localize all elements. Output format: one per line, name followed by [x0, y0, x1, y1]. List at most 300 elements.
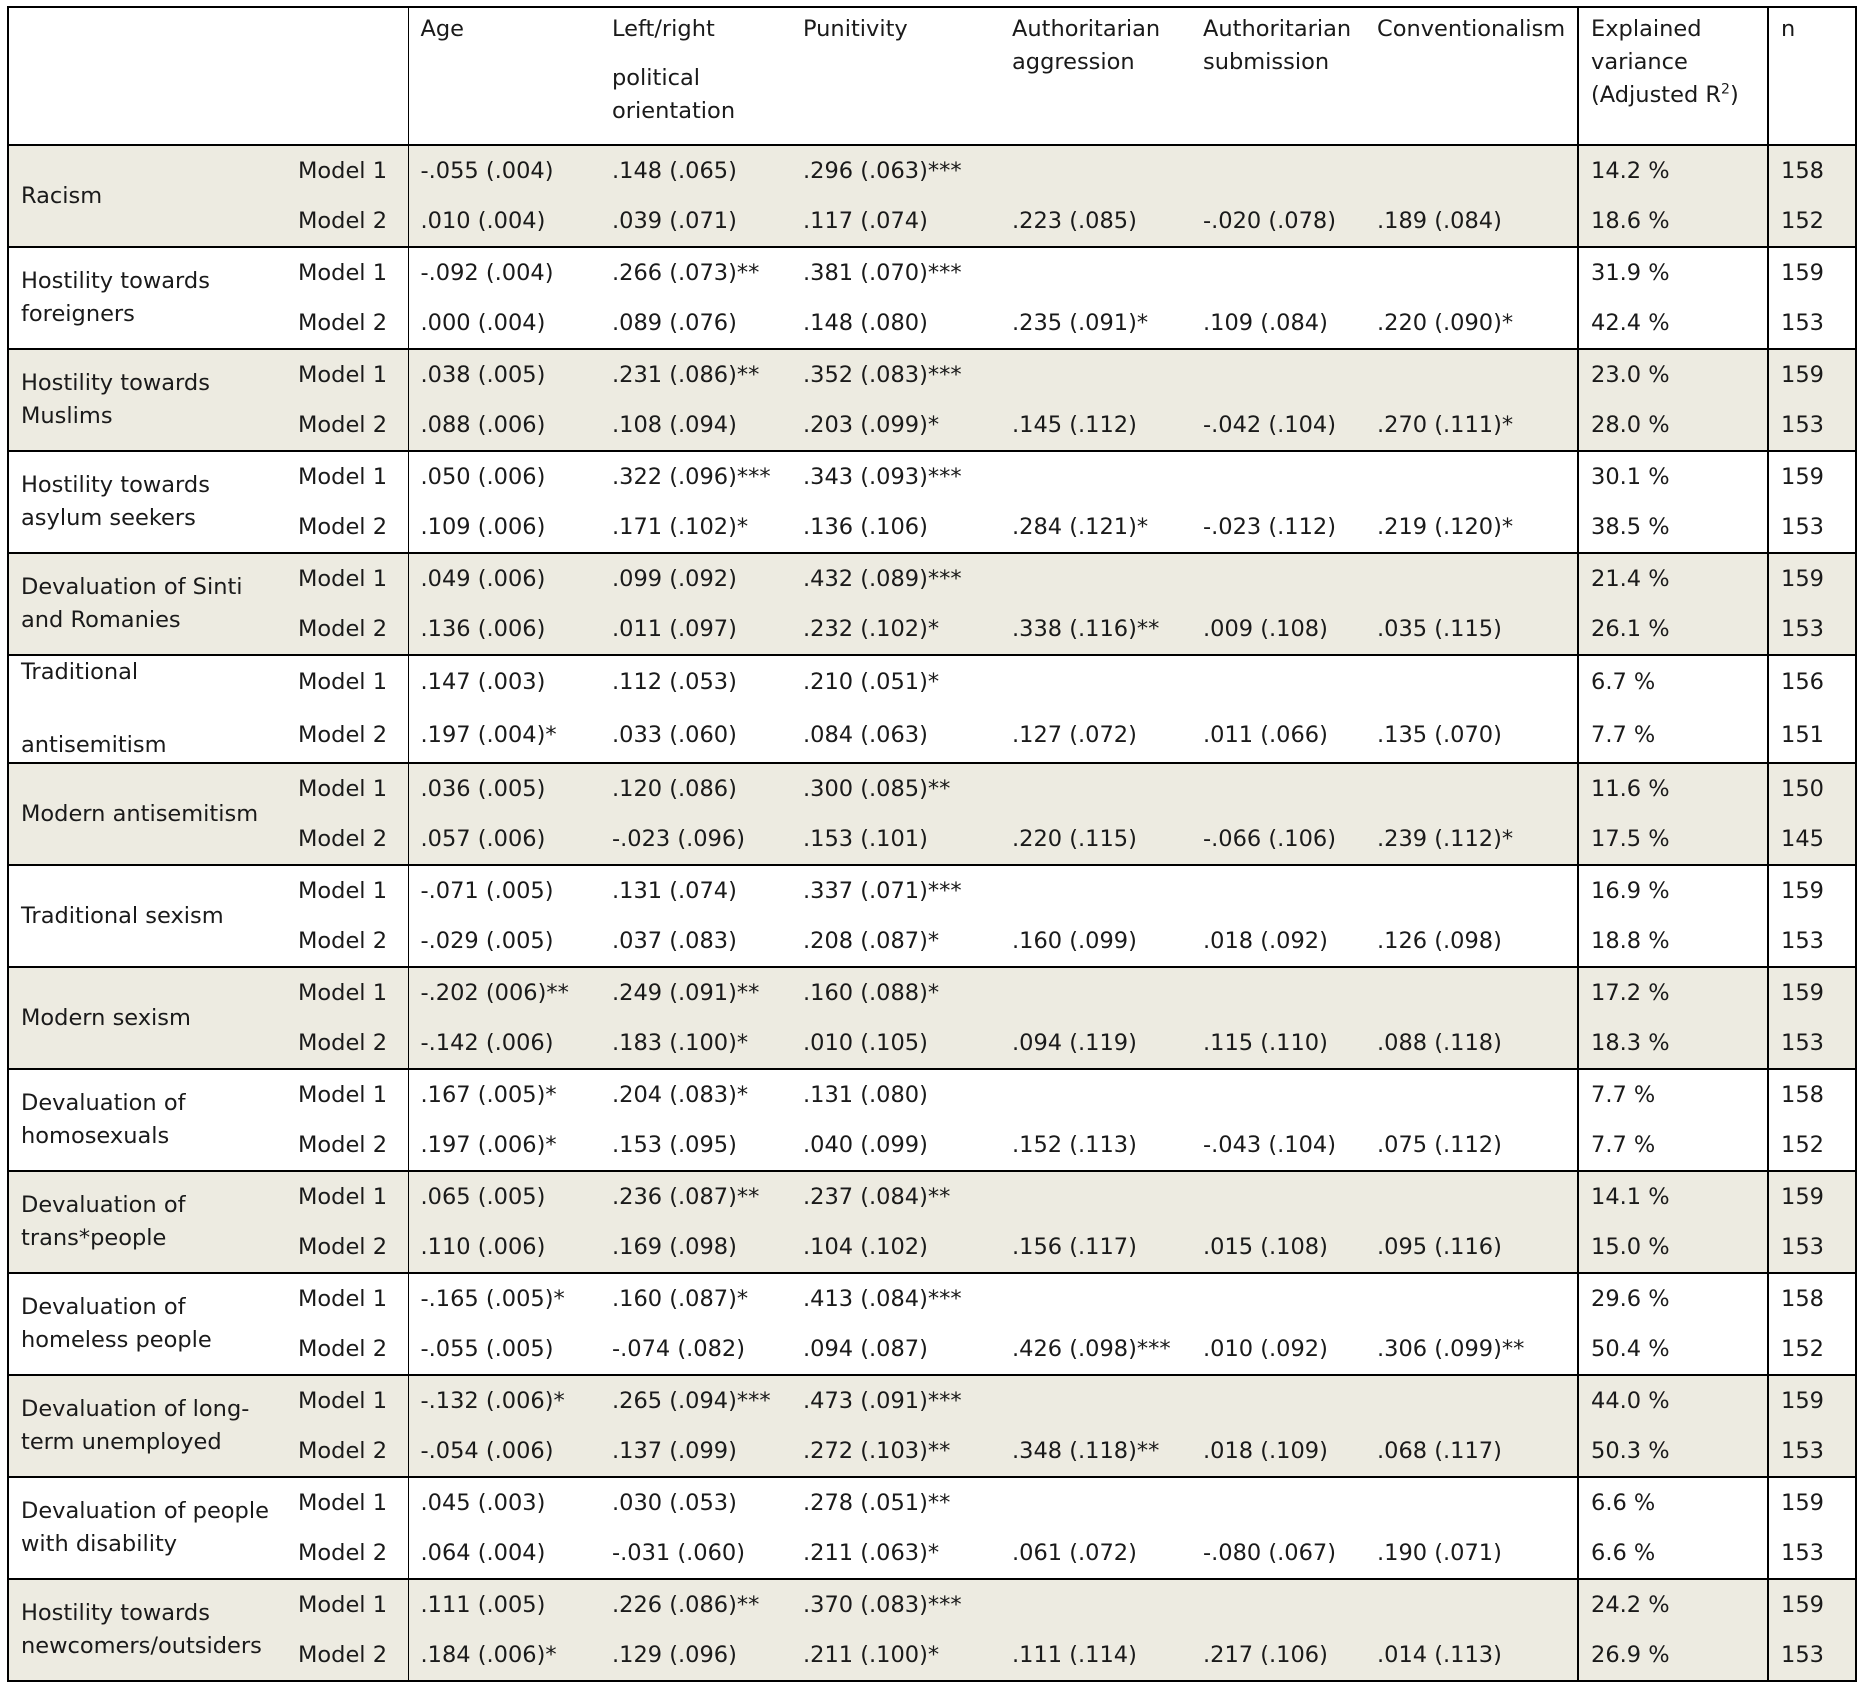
conventionalism-cell: .014 (.113) [1365, 1630, 1578, 1681]
outcome-name: Devaluation of Sinti and Romanies [8, 553, 286, 655]
left-right-cell: .108 (.094) [600, 400, 791, 451]
authoritarian-submission-cell [1191, 1273, 1365, 1324]
table-row [8, 916, 1856, 967]
n-cell: 159 [1768, 1375, 1856, 1426]
table-row [8, 1018, 1856, 1069]
table-row [8, 655, 1856, 709]
explained-variance-cell: 7.7 % [1578, 709, 1768, 763]
outcome-name: Hostility towards foreigners [8, 247, 286, 349]
authoritarian-submission-cell [1191, 1069, 1365, 1120]
age-cell: -.055 (.004) [408, 145, 600, 196]
n-cell: 153 [1768, 1018, 1856, 1069]
header-age [408, 7, 600, 145]
age-cell: -.132 (.006)* [408, 1375, 600, 1426]
conventionalism-cell: .126 (.098) [1365, 916, 1578, 967]
model-label: Model 1 [286, 553, 408, 604]
punitivity-cell: .237 (.084)** [791, 1171, 1000, 1222]
left-right-cell: .169 (.098) [600, 1222, 791, 1273]
punitivity-cell: .300 (.085)** [791, 763, 1000, 814]
explained-variance-cell: 50.3 % [1578, 1426, 1768, 1477]
model-label: Model 1 [298, 669, 388, 696]
punitivity-cell: .160 (.088)* [791, 967, 1000, 1018]
punitivity-cell: .211 (.100)* [791, 1630, 1000, 1681]
n-cell: 159 [1768, 1171, 1856, 1222]
authoritarian-submission-cell [1191, 655, 1365, 709]
outcome-name: Modern antisemitism [8, 763, 286, 865]
model-label: Model 1 [286, 763, 408, 814]
authoritarian-aggression-cell: .220 (.115) [1000, 814, 1191, 865]
authoritarian-submission-cell: .217 (.106) [1191, 1630, 1365, 1681]
header-authoritarian-submission [1191, 7, 1365, 145]
authoritarian-aggression-cell: .348 (.118)** [1000, 1426, 1191, 1477]
conventionalism-cell [1365, 451, 1578, 502]
authoritarian-aggression-cell [1000, 1069, 1191, 1120]
n-cell: 159 [1768, 247, 1856, 298]
age-cell: .088 (.006) [408, 400, 600, 451]
left-right-cell: .153 (.095) [600, 1120, 791, 1171]
conventionalism-cell: .135 (.070) [1365, 709, 1578, 763]
conventionalism-cell: .219 (.120)* [1365, 502, 1578, 553]
age-cell: .136 (.006) [408, 604, 600, 655]
authoritarian-aggression-cell: .145 (.112) [1000, 400, 1191, 451]
punitivity-cell: .413 (.084)*** [803, 1285, 962, 1312]
conventionalism-cell [1365, 349, 1578, 400]
n-cell: 152 [1768, 1120, 1856, 1171]
punitivity-cell: .148 (.080) [791, 298, 1000, 349]
n-cell: 151 [1768, 709, 1856, 763]
age-cell: -.029 (.005) [408, 916, 600, 967]
header-n [1768, 7, 1856, 145]
conventionalism-cell [1365, 1579, 1578, 1630]
table-row [8, 1324, 1856, 1375]
punitivity-cell: .370 (.083)*** [791, 1579, 1000, 1630]
explained-variance-cell: 16.9 % [1578, 865, 1768, 916]
punitivity-cell: .381 (.070)*** [803, 259, 962, 286]
model-label: Model 1 [286, 1579, 408, 1630]
conventionalism-cell [1365, 865, 1578, 916]
table-row [8, 1477, 1856, 1528]
age-cell: .184 (.006)* [408, 1630, 600, 1681]
authoritarian-submission-cell: -.043 (.104) [1191, 1120, 1365, 1171]
model-label: Model 2 [286, 1630, 408, 1681]
authoritarian-aggression-cell: .426 (.098)*** [1000, 1324, 1191, 1375]
table-row [8, 1528, 1856, 1579]
outcome-name: Devaluation of homeless people [8, 1273, 286, 1375]
punitivity-cell: .211 (.063)* [791, 1528, 1000, 1579]
punitivity-cell: .208 (.087)* [791, 916, 1000, 967]
table-row [8, 145, 1856, 196]
left-right-cell: .171 (.102)* [600, 502, 791, 553]
left-right-cell: .265 (.094)*** [600, 1375, 791, 1426]
table-row [8, 349, 1856, 400]
authoritarian-submission-cell: .009 (.108) [1191, 604, 1365, 655]
left-right-cell: .204 (.083)* [612, 1081, 749, 1108]
left-right-cell: .322 (.096)*** [612, 463, 771, 490]
model-label: Model 2 [286, 814, 408, 865]
authoritarian-submission-cell: -.066 (.106) [1191, 814, 1365, 865]
authoritarian-submission-cell [1191, 763, 1365, 814]
outcome-name: Traditional sexism [8, 865, 286, 967]
n-cell: 159 [1768, 967, 1856, 1018]
punitivity-cell: .117 (.074) [791, 196, 1000, 247]
outcome-name: Hostility towards Muslims [8, 349, 286, 451]
punitivity-cell: .104 (.102) [791, 1222, 1000, 1273]
explained-variance-cell: 6.6 % [1578, 1528, 1768, 1579]
conventionalism-cell: .270 (.111)* [1365, 400, 1578, 451]
conventionalism-cell: .068 (.117) [1365, 1426, 1578, 1477]
left-right-cell: .137 (.099) [600, 1426, 791, 1477]
conventionalism-cell [1365, 553, 1578, 604]
age-cell: -.055 (.005) [408, 1324, 600, 1375]
n-cell: 158 [1768, 145, 1856, 196]
authoritarian-aggression-cell: .094 (.119) [1000, 1018, 1191, 1069]
header-empty-model [286, 7, 408, 145]
punitivity-cell: .272 (.103)** [791, 1426, 1000, 1477]
age-cell: .036 (.005) [408, 763, 600, 814]
age-cell: .109 (.006) [408, 502, 600, 553]
authoritarian-submission-cell: -.042 (.104) [1191, 400, 1365, 451]
outcome-name: Devaluation of homosexuals [8, 1069, 286, 1171]
conventionalism-cell [1365, 1375, 1578, 1426]
conventionalism-cell [1365, 247, 1578, 298]
explained-variance-cell: 17.5 % [1578, 814, 1768, 865]
header-authoritarian-aggression-text: Authoritarian aggression [1012, 16, 1161, 75]
authoritarian-aggression-cell [1000, 553, 1191, 604]
age-cell: .111 (.005) [408, 1579, 600, 1630]
explained-variance-cell: 26.1 % [1578, 604, 1768, 655]
model-label: Model 2 [286, 196, 408, 247]
header-left-right [600, 7, 791, 145]
age-cell: .010 (.004) [408, 196, 600, 247]
age-cell: .197 (.006)* [408, 1120, 600, 1171]
authoritarian-submission-cell: .011 (.066) [1191, 709, 1365, 763]
table-row [8, 1120, 1856, 1171]
n-cell: 159 [1768, 865, 1856, 916]
n-cell: 153 [1768, 604, 1856, 655]
header-explained-variance-sup: 2 [1721, 81, 1730, 98]
model-label: Model 2 [286, 1120, 408, 1171]
outcome-name: Devaluation of long-term unemployed [8, 1375, 286, 1477]
n-cell: 153 [1768, 1222, 1856, 1273]
authoritarian-submission-cell: .015 (.108) [1191, 1222, 1365, 1273]
table-body [8, 145, 1856, 1681]
authoritarian-submission-cell: -.020 (.078) [1191, 196, 1365, 247]
model-label: Model 1 [298, 463, 388, 490]
authoritarian-submission-cell: -.080 (.067) [1191, 1528, 1365, 1579]
model-label: Model 1 [298, 1489, 388, 1516]
model-label: Model 1 [298, 1285, 388, 1312]
model-label: Model 2 [286, 1018, 408, 1069]
explained-variance-cell: 28.0 % [1578, 400, 1768, 451]
explained-variance-cell: 18.6 % [1578, 196, 1768, 247]
explained-variance-cell: 23.0 % [1578, 349, 1768, 400]
left-right-cell: .226 (.086)** [600, 1579, 791, 1630]
punitivity-cell: .210 (.051)* [803, 669, 940, 696]
conventionalism-cell [1365, 967, 1578, 1018]
n-cell: 159 [1768, 1579, 1856, 1630]
model-label: Model 2 [286, 400, 408, 451]
model-label: Model 1 [286, 1375, 408, 1426]
header-conventionalism [1365, 7, 1578, 145]
explained-variance-cell: 42.4 % [1578, 298, 1768, 349]
table-row [8, 1069, 1856, 1120]
authoritarian-aggression-cell: .338 (.116)** [1000, 604, 1191, 655]
authoritarian-aggression-cell: .223 (.085) [1000, 196, 1191, 247]
age-cell: -.142 (.006) [408, 1018, 600, 1069]
conventionalism-cell: .190 (.071) [1365, 1528, 1578, 1579]
age-cell: .050 (.006) [408, 451, 600, 502]
authoritarian-aggression-cell [1000, 763, 1191, 814]
outcome-name-line2: antisemitism [21, 732, 167, 758]
explained-variance-cell: 14.1 % [1578, 1171, 1768, 1222]
punitivity-cell: .084 (.063) [791, 709, 1000, 763]
left-right-cell: .099 (.092) [600, 553, 791, 604]
conventionalism-cell [1365, 763, 1578, 814]
authoritarian-submission-cell [1191, 1477, 1365, 1528]
authoritarian-aggression-cell: .235 (.091)* [1000, 298, 1191, 349]
table-row [8, 196, 1856, 247]
authoritarian-aggression-cell: .284 (.121)* [1000, 502, 1191, 553]
model-label: Model 2 [286, 604, 408, 655]
conventionalism-cell [1365, 145, 1578, 196]
authoritarian-submission-cell [1191, 1375, 1365, 1426]
outcome-name: Modern sexism [8, 967, 286, 1069]
authoritarian-submission-cell [1191, 349, 1365, 400]
explained-variance-cell: 38.5 % [1578, 502, 1768, 553]
table-row [8, 709, 1856, 763]
left-right-cell: -.031 (.060) [600, 1528, 791, 1579]
explained-variance-cell: 6.6 % [1578, 1477, 1768, 1528]
authoritarian-submission-cell [1191, 865, 1365, 916]
age-cell: -.054 (.006) [408, 1426, 600, 1477]
authoritarian-aggression-cell: .156 (.117) [1000, 1222, 1191, 1273]
explained-variance-cell: 14.2 % [1578, 145, 1768, 196]
model-label: Model 1 [286, 967, 408, 1018]
punitivity-cell: .203 (.099)* [791, 400, 1000, 451]
authoritarian-aggression-cell: .127 (.072) [1000, 709, 1191, 763]
authoritarian-submission-cell: .109 (.084) [1191, 298, 1365, 349]
punitivity-cell: .010 (.105) [791, 1018, 1000, 1069]
n-cell: 159 [1768, 1477, 1856, 1528]
authoritarian-submission-cell: .010 (.092) [1191, 1324, 1365, 1375]
punitivity-cell: .278 (.051)** [803, 1489, 951, 1516]
conventionalism-cell: .075 (.112) [1365, 1120, 1578, 1171]
age-cell: -.071 (.005) [408, 865, 600, 916]
n-cell: 152 [1768, 196, 1856, 247]
header-explained-variance-close: ) [1729, 82, 1739, 108]
model-label: Model 2 [286, 502, 408, 553]
punitivity-cell: .136 (.106) [791, 502, 1000, 553]
table-row [8, 1579, 1856, 1630]
explained-variance-cell: 31.9 % [1578, 247, 1768, 298]
outcome-name: Devaluation of trans*people [8, 1171, 286, 1273]
authoritarian-aggression-cell [1000, 655, 1191, 709]
authoritarian-aggression-cell [1000, 145, 1191, 196]
age-cell: .065 (.005) [408, 1171, 600, 1222]
left-right-cell: .266 (.073)** [612, 259, 760, 286]
table-row [8, 247, 1856, 298]
authoritarian-submission-cell [1191, 247, 1365, 298]
age-cell: .110 (.006) [408, 1222, 600, 1273]
table-row [8, 1273, 1856, 1324]
authoritarian-submission-cell: .018 (.092) [1191, 916, 1365, 967]
punitivity-cell: .131 (.080) [803, 1081, 928, 1108]
explained-variance-cell: 26.9 % [1578, 1630, 1768, 1681]
regression-table [7, 6, 1857, 1682]
table-row [8, 814, 1856, 865]
authoritarian-submission-cell [1191, 451, 1365, 502]
table-row [8, 400, 1856, 451]
explained-variance-cell: 11.6 % [1578, 763, 1768, 814]
left-right-cell: .039 (.071) [600, 196, 791, 247]
header-explained-variance-text: Explained variance (Adjusted R [1591, 16, 1722, 108]
authoritarian-aggression-cell [1000, 1171, 1191, 1222]
n-cell: 153 [1768, 502, 1856, 553]
explained-variance-cell: 18.8 % [1578, 916, 1768, 967]
n-cell: 153 [1768, 298, 1856, 349]
authoritarian-aggression-cell [1000, 1579, 1191, 1630]
header-empty-name [8, 7, 286, 145]
model-label: Model 1 [286, 145, 408, 196]
conventionalism-cell: .035 (.115) [1365, 604, 1578, 655]
conventionalism-cell: .189 (.084) [1365, 196, 1578, 247]
table-row [8, 865, 1856, 916]
explained-variance-cell: 30.1 % [1578, 451, 1768, 502]
left-right-cell: .129 (.096) [600, 1630, 791, 1681]
left-right-cell: .236 (.087)** [600, 1171, 791, 1222]
outcome-name-line1: Traditional [21, 659, 139, 685]
table-row [8, 604, 1856, 655]
left-right-cell: .033 (.060) [600, 709, 791, 763]
model-label: Model 2 [286, 298, 408, 349]
explained-variance-cell: 50.4 % [1578, 1324, 1768, 1375]
authoritarian-submission-cell [1191, 1171, 1365, 1222]
left-right-cell: .112 (.053) [612, 669, 737, 696]
header-punitivity-text: Punitivity [803, 16, 908, 42]
header-left-right-line1: Left/right [612, 16, 715, 42]
left-right-cell: .089 (.076) [600, 298, 791, 349]
table-row [8, 763, 1856, 814]
authoritarian-aggression-cell [1000, 451, 1191, 502]
n-cell: 150 [1768, 763, 1856, 814]
explained-variance-cell: 17.2 % [1578, 967, 1768, 1018]
left-right-cell: -.074 (.082) [600, 1324, 791, 1375]
n-cell: 153 [1768, 1528, 1856, 1579]
header-conventionalism-text: Conventionalism [1377, 16, 1566, 42]
left-right-cell: .249 (.091)** [600, 967, 791, 1018]
authoritarian-submission-cell: .018 (.109) [1191, 1426, 1365, 1477]
authoritarian-submission-cell: -.023 (.112) [1191, 502, 1365, 553]
conventionalism-cell [1365, 1477, 1578, 1528]
punitivity-cell: .094 (.087) [791, 1324, 1000, 1375]
authoritarian-aggression-cell: .061 (.072) [1000, 1528, 1191, 1579]
conventionalism-cell [1365, 655, 1578, 709]
table-row [8, 298, 1856, 349]
model-label: Model 1 [298, 1081, 388, 1108]
n-cell: 145 [1768, 814, 1856, 865]
left-right-cell: .120 (.086) [600, 763, 791, 814]
authoritarian-aggression-cell [1000, 1273, 1191, 1324]
authoritarian-aggression-cell [1000, 967, 1191, 1018]
punitivity-cell: .232 (.102)* [791, 604, 1000, 655]
age-cell: -.202 (006)** [408, 967, 600, 1018]
model-label: Model 2 [286, 709, 408, 763]
outcome-name: Hostility towards newcomers/outsiders [8, 1579, 286, 1681]
header-age-text: Age [420, 16, 465, 42]
explained-variance-cell: 6.7 % [1578, 655, 1768, 709]
left-right-cell: .131 (.074) [612, 877, 737, 904]
explained-variance-cell: 21.4 % [1578, 553, 1768, 604]
conventionalism-cell [1365, 1171, 1578, 1222]
explained-variance-cell: 18.3 % [1578, 1018, 1768, 1069]
n-cell: 156 [1768, 655, 1856, 709]
authoritarian-submission-cell [1191, 553, 1365, 604]
table-row [8, 1426, 1856, 1477]
authoritarian-submission-cell: .115 (.110) [1191, 1018, 1365, 1069]
age-cell: .045 (.003) [408, 1477, 600, 1528]
model-label: Model 2 [286, 1324, 408, 1375]
outcome-name: Racism [8, 145, 286, 247]
authoritarian-aggression-cell [1000, 349, 1191, 400]
model-label: Model 1 [286, 1171, 408, 1222]
age-cell: -.092 (.004) [408, 247, 600, 298]
explained-variance-cell: 7.7 % [1578, 1069, 1768, 1120]
n-cell: 153 [1768, 1426, 1856, 1477]
model-label: Model 2 [286, 1222, 408, 1273]
age-cell: -.165 (.005)* [408, 1273, 600, 1324]
left-right-cell: .231 (.086)** [600, 349, 791, 400]
conventionalism-cell: .239 (.112)* [1365, 814, 1578, 865]
model-label: Model 1 [298, 877, 388, 904]
explained-variance-cell: 29.6 % [1578, 1273, 1768, 1324]
left-right-cell: .037 (.083) [600, 916, 791, 967]
left-right-cell: -.023 (.096) [600, 814, 791, 865]
header-authoritarian-submission-text: Authoritarian submission [1203, 16, 1352, 75]
authoritarian-aggression-cell: .152 (.113) [1000, 1120, 1191, 1171]
table-row [8, 1222, 1856, 1273]
punitivity-cell: .153 (.101) [791, 814, 1000, 865]
header-authoritarian-aggression [1000, 7, 1191, 145]
model-label: Model 2 [286, 916, 408, 967]
header-punitivity [791, 7, 1000, 145]
age-cell: .147 (.003) [408, 655, 600, 709]
n-cell: 153 [1768, 916, 1856, 967]
age-cell: .000 (.004) [408, 298, 600, 349]
age-cell: .064 (.004) [408, 1528, 600, 1579]
conventionalism-cell: .095 (.116) [1365, 1222, 1578, 1273]
table-row [8, 553, 1856, 604]
outcome-name [8, 655, 286, 763]
table-row [8, 1171, 1856, 1222]
n-cell: 158 [1768, 1069, 1856, 1120]
n-cell: 153 [1768, 400, 1856, 451]
authoritarian-aggression-cell [1000, 1375, 1191, 1426]
conventionalism-cell: .220 (.090)* [1365, 298, 1578, 349]
authoritarian-aggression-cell: .160 (.099) [1000, 916, 1191, 967]
punitivity-cell: .473 (.091)*** [791, 1375, 1000, 1426]
left-right-cell: .148 (.065) [600, 145, 791, 196]
authoritarian-aggression-cell [1000, 1477, 1191, 1528]
n-cell: 158 [1768, 1273, 1856, 1324]
table-row [8, 1375, 1856, 1426]
explained-variance-cell: 15.0 % [1578, 1222, 1768, 1273]
punitivity-cell: .432 (.089)*** [791, 553, 1000, 604]
left-right-cell: .183 (.100)* [600, 1018, 791, 1069]
table-header [8, 7, 1856, 145]
outcome-name: Devaluation of people with disability [8, 1477, 286, 1579]
table-row [8, 967, 1856, 1018]
outcome-name: Hostility towards asylum seekers [8, 451, 286, 553]
